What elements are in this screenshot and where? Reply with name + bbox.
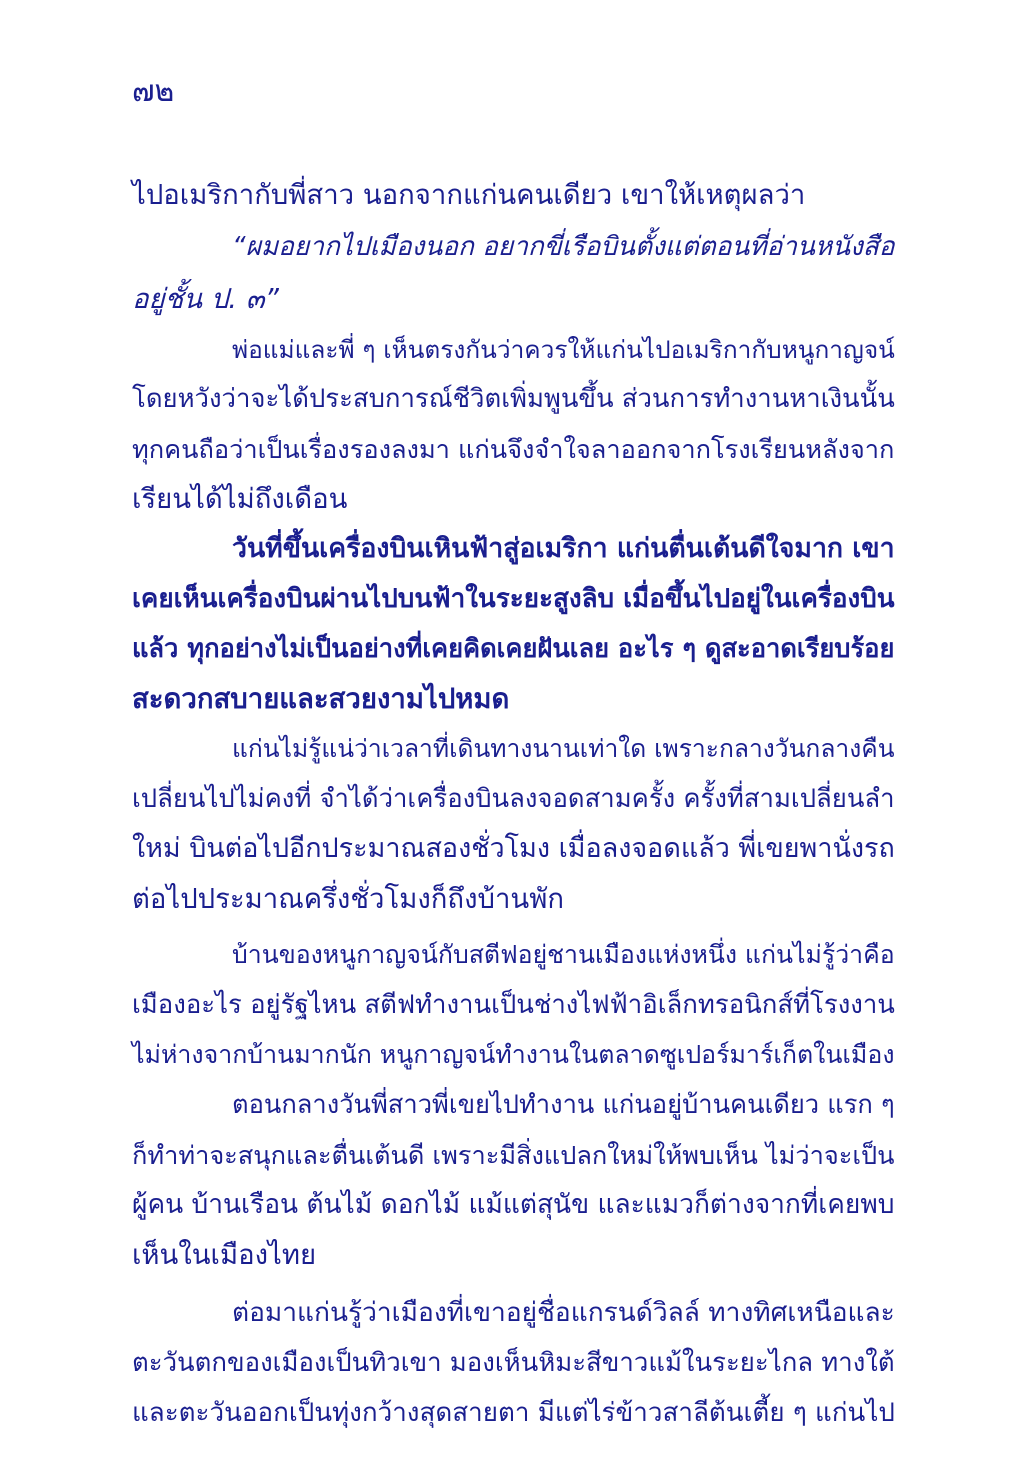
text-line: โดยหวังว่าจะได้ประสบการณ์ชีวิตเพิ่มพูนขึ้น ส่วนการทำงานหาเงินนั้น xyxy=(132,384,895,414)
text-line: ก็ทำท่าจะสนุกและตื่นเต้นดี เพราะมีสิ่งแปลกใหม่ให้พบเห็น ไม่ว่าจะเป็น xyxy=(132,1140,895,1170)
bold-text-line: สะดวกสบายและสวยงามไปหมด xyxy=(132,683,510,715)
text-line: แก่นไม่รู้แน่ว่าเวลาที่เดินทางนานเท่าใด เพราะกลางวันกลางคืน xyxy=(232,734,895,763)
text-line: ทุกคนถือว่าเป็นเรื่องรองลงมา แก่นจึงจำใจลาออกจากโรงเรียนหลังจาก xyxy=(132,434,895,464)
bold-text-line: แล้ว ทุกอย่างไม่เป็นอย่างที่เคยคิดเคยฝันเลย อะไร ๆ ดูสะอาดเรียบร้อย xyxy=(132,634,895,664)
text-line: ต่อไปประมาณครึ่งชั่วโมงก็ถึงบ้านพัก xyxy=(132,883,564,915)
text-line: ไม่ห่างจากบ้านมากนัก หนูกาญจน์ทำงานในตลาดซูเปอร์มาร์เก็ตในเมือง xyxy=(132,1040,895,1069)
text-line: ตอนกลางวันพี่สาวพี่เขยไปทำงาน แก่นอยู่บ้านคนเดียว แรก ๆ xyxy=(232,1090,895,1120)
text-line: ใหม่ บินต่อไปอีกประมาณสองชั่วโมง เมื่อลงจอดแล้ว พี่เขยพานั่งรถ xyxy=(132,833,895,864)
text-line: เห็นในเมืองไทย xyxy=(132,1239,317,1271)
text-line: เรียนได้ไม่ถึงเดือน xyxy=(132,483,348,515)
text-line: ตะวันตกของเมืองเป็นทิวเขา มองเห็นหิมะสีขาวแม้ในระยะไกล ทางใต้ xyxy=(132,1348,895,1378)
bold-text-line: วันที่ขึ้นเครื่องบินเหินฟ้าสู่อเมริกา แก่นตื่นเต้นดีใจมาก เขา xyxy=(232,533,895,564)
text-line: เมืองอะไร อยู่รัฐไหน สตีฟทำงานเป็นช่างไฟฟ้าอิเล็กทรอนิกส์ที่โรงงาน xyxy=(132,990,895,1020)
page-number: ๗๒ xyxy=(132,74,175,109)
quote-line: อยู่ชั้น ป. ๓” xyxy=(132,283,279,315)
quote-line: “ผมอยากไปเมืองนอก อยากขี่เรือบินตั้งแต่ตอนที่อ่านหนังสือ xyxy=(232,232,895,262)
text-line: เปลี่ยนไปไม่คงที่ จำได้ว่าเครื่องบินลงจอดสามครั้ง ครั้งที่สามเปลี่ยนลำ xyxy=(132,784,895,814)
bold-text-line: เคยเห็นเครื่องบินผ่านไปบนฟ้าในระยะสูงลิบ เมื่อขึ้นไปอยู่ในเครื่องบิน xyxy=(132,584,895,614)
text-line: ไปอเมริกากับพี่สาว นอกจากแก่นคนเดียว เขาให้เหตุผลว่า xyxy=(132,179,806,211)
text-line: บ้านของหนูกาญจน์กับสตีฟอยู่ชานเมืองแห่งหนึ่ง แก่นไม่รู้ว่าคือ xyxy=(232,940,895,969)
text-line: ผู้คน บ้านเรือน ต้นไม้ ดอกไม้ แม้แต่สุนัข และแมวก็ต่างจากที่เคยพบ xyxy=(132,1190,895,1220)
text-line: พ่อแม่และพี่ ๆ เห็นตรงกันว่าควรให้แก่นไปอเมริกากับหนูกาญจน์ xyxy=(232,335,895,364)
text-line: ต่อมาแก่นรู้ว่าเมืองที่เขาอยู่ชื่อแกรนด์วิลล์ ทางทิศเหนือและ xyxy=(232,1298,895,1328)
text-line: และตะวันออกเป็นทุ่งกว้างสุดสายตา มีแต่ไร่ข้าวสาลีต้นเตี้ย ๆ แก่นไป xyxy=(132,1398,895,1428)
